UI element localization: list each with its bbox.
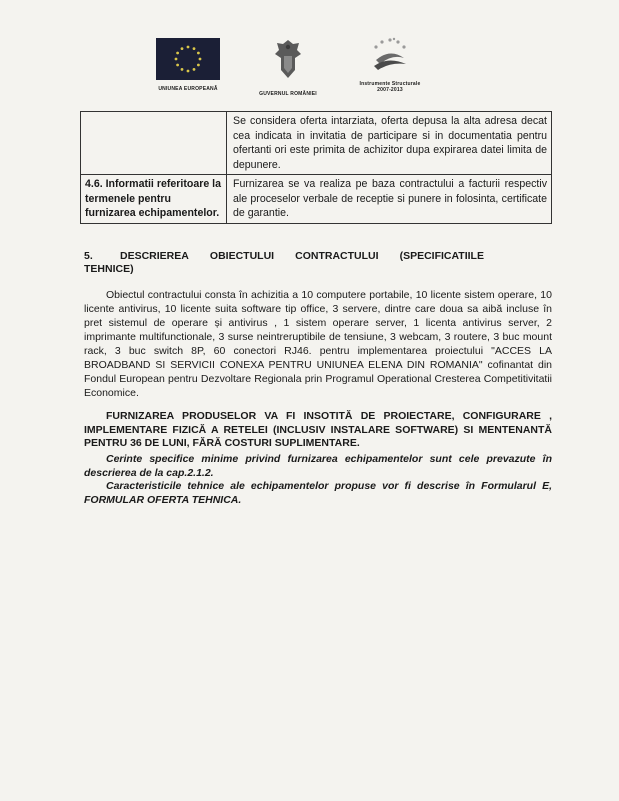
table-cell-empty — [81, 112, 227, 175]
table-cell-delivery-terms-label: 4.6. Informatii referitoare la termenele pentru furnizarea echipamentelor. — [81, 175, 227, 224]
specific-requirements-block — [84, 453, 552, 507]
italic-paragraph: Cerinte specifice minime privind furnizarea echipamentelor sunt cele prevazute în descrierea de la cap.2.1.2. — [84, 453, 552, 479]
contract-object-paragraph: Obiectul contractului consta în achizitia a 10 computere portabile, 10 licente sistem operare, 10 licente antivirus, 10 licente suita software tip office, 3 servere, dintre care doua sa aibă incluse în pret sistemul de operare și antivirus , 1 sistem operare server, 1 licenta antivirus server, 2 imprimante multifunctionale, 3 surse neintreruptibile de tensiune, 3 webcam, 3 routere, 3 buc mount rack, 3 buc switch 8P, 60 conectori RJ46. pentru implementarea proiectului "ACCES LA BROADBAND SI SERVICII CONEXA PENTRU UNIUNEA ELENA DIN ROMANIA" cofinantat din Fondul European pentru Dezvoltare Regionala prin Programul Operational Cresterea Competitivitatii Economice. — [84, 289, 552, 399]
eu-caption: UNIUNEA EUROPEANĂ — [158, 86, 218, 92]
specification-table — [80, 111, 552, 224]
section-number: 5. — [84, 250, 93, 262]
is-caption-line2: 2007-2013 — [377, 87, 403, 93]
gov-caption: GUVERNUL ROMÂNIEI — [259, 91, 317, 97]
table-row — [81, 175, 552, 224]
section-title — [84, 250, 484, 276]
delivery-requirements-paragraph: FURNIZAREA PRODUSELOR VA FI INSOTITĂ DE PROIECTARE, CONFIGURARE , IMPLEMENTARE FIZICĂ A RETELEI (INCLUSIV INSTALARE SOFTWARE) SI MENTENANTĂ PENTRU 36 DE LUNI, FĂRĂ COSTURI SUPLIMENTARE. — [84, 410, 552, 449]
title-line2: TEHNICE) — [84, 263, 134, 275]
table-cell-late-offer: Se considera oferta intarziata, oferta depusa la alta adresa decat cea indicata in invitatia de participare si in documentatia pentru ofertanti ori este primita de achizitor dupa expirarea datei limita de depunere. — [227, 112, 552, 175]
table-row — [81, 112, 552, 175]
is-caption-line1: Instrumente Structurale — [359, 81, 421, 87]
italic-paragraph: Caracteristicile tehnice ale echipamentelor propuse vor fi descrise în Formularul E, FORMULAR OFERTA TEHNICA. — [84, 480, 552, 506]
eu-flag-icon — [156, 38, 220, 80]
title-word: OBIECTULUI — [209, 250, 275, 262]
title-word: (SPECIFICATIILE — [399, 250, 484, 262]
structural-instruments-logo — [355, 36, 425, 93]
table-cell-delivery-terms: Furnizarea se va realiza pe baza contractului a facturii respectiv ale proceselor verbale de receptie si punere in folosinta, certificate de garantie. — [227, 175, 552, 224]
title-word: DESCRIEREA — [120, 250, 189, 262]
title-word: CONTRACTULUI — [295, 250, 379, 262]
eu-logo — [148, 38, 228, 92]
structural-instruments-icon — [368, 36, 412, 76]
romanian-government-logo — [258, 38, 318, 97]
coat-of-arms-icon — [273, 38, 303, 80]
